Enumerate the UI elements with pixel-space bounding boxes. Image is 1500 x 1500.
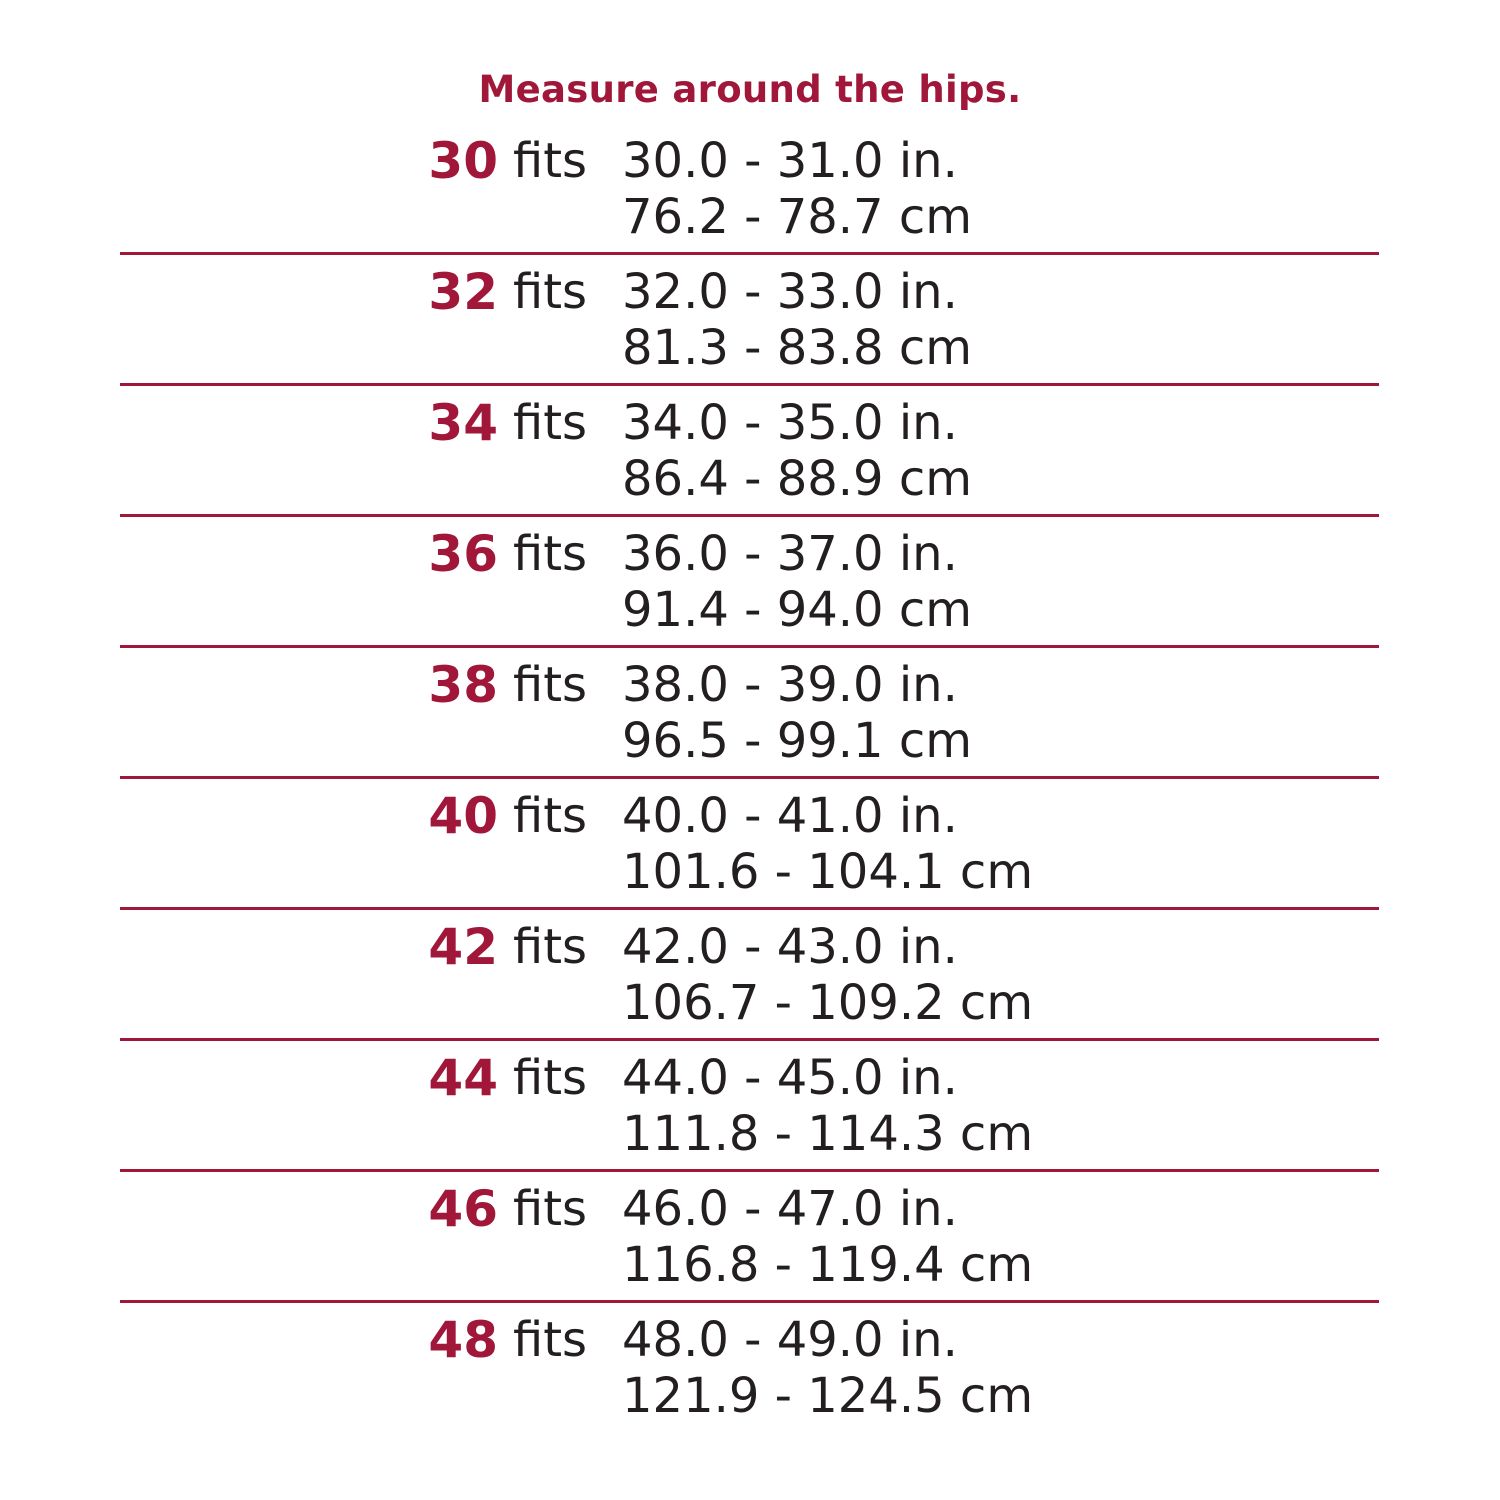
size-chart-table: [0, 125, 1500, 1435]
cm-range: 121.9 - 124.5 cm: [622, 1368, 1034, 1424]
fits-label: fits: [513, 264, 588, 320]
size-row: [0, 1173, 1500, 1304]
fits-label: fits: [513, 1050, 588, 1106]
cm-range: 106.7 - 109.2 cm: [622, 975, 1034, 1031]
fits-label: fits: [513, 133, 588, 189]
inch-range: 34.0 - 35.0 in.: [622, 395, 958, 451]
inch-range: 40.0 - 41.0 in.: [622, 788, 958, 844]
size-number: 32: [428, 263, 498, 321]
cm-range: 76.2 - 78.7 cm: [622, 189, 972, 245]
cm-range: 116.8 - 119.4 cm: [622, 1237, 1034, 1293]
cm-range: 81.3 - 83.8 cm: [622, 320, 972, 376]
fits-label: fits: [513, 395, 588, 451]
size-number: 46: [428, 1180, 498, 1238]
cm-range: 101.6 - 104.1 cm: [622, 844, 1034, 900]
inch-range: 46.0 - 47.0 in.: [622, 1181, 958, 1237]
fits-label: fits: [513, 919, 588, 975]
size-row: [0, 256, 1500, 387]
cm-range: 86.4 - 88.9 cm: [622, 451, 972, 507]
row-divider: [120, 514, 1379, 517]
fits-label: fits: [513, 1181, 588, 1237]
size-number: 40: [428, 787, 498, 845]
row-divider: [120, 1300, 1379, 1303]
cm-range: 111.8 - 114.3 cm: [622, 1106, 1034, 1162]
inch-range: 42.0 - 43.0 in.: [622, 919, 958, 975]
row-divider: [120, 383, 1379, 386]
size-number: 42: [428, 918, 498, 976]
row-divider: [120, 1038, 1379, 1041]
size-number: 34: [428, 394, 498, 452]
row-divider: [120, 907, 1379, 910]
inch-range: 38.0 - 39.0 in.: [622, 657, 958, 713]
size-row: [0, 125, 1500, 256]
fits-label: fits: [513, 657, 588, 713]
row-divider: [120, 645, 1379, 648]
inch-range: 48.0 - 49.0 in.: [622, 1312, 958, 1368]
cm-range: 96.5 - 99.1 cm: [622, 713, 972, 769]
size-row: [0, 780, 1500, 911]
fits-label: fits: [513, 788, 588, 844]
inch-range: 36.0 - 37.0 in.: [622, 526, 958, 582]
fits-label: fits: [513, 1312, 588, 1368]
cm-range: 91.4 - 94.0 cm: [622, 582, 972, 638]
size-chart-title: Measure around the hips.: [478, 68, 1022, 111]
size-number: 48: [428, 1311, 498, 1369]
size-row: [0, 1304, 1500, 1435]
row-divider: [120, 252, 1379, 255]
size-row: [0, 387, 1500, 518]
size-number: 30: [428, 132, 498, 190]
fits-label: fits: [513, 526, 588, 582]
size-row: [0, 649, 1500, 780]
size-number: 44: [428, 1049, 498, 1107]
inch-range: 30.0 - 31.0 in.: [622, 133, 958, 189]
size-row: [0, 911, 1500, 1042]
size-number: 38: [428, 656, 498, 714]
inch-range: 44.0 - 45.0 in.: [622, 1050, 958, 1106]
size-number: 36: [428, 525, 498, 583]
row-divider: [120, 1169, 1379, 1172]
size-row: [0, 1042, 1500, 1173]
inch-range: 32.0 - 33.0 in.: [622, 264, 958, 320]
size-row: [0, 518, 1500, 649]
row-divider: [120, 776, 1379, 779]
